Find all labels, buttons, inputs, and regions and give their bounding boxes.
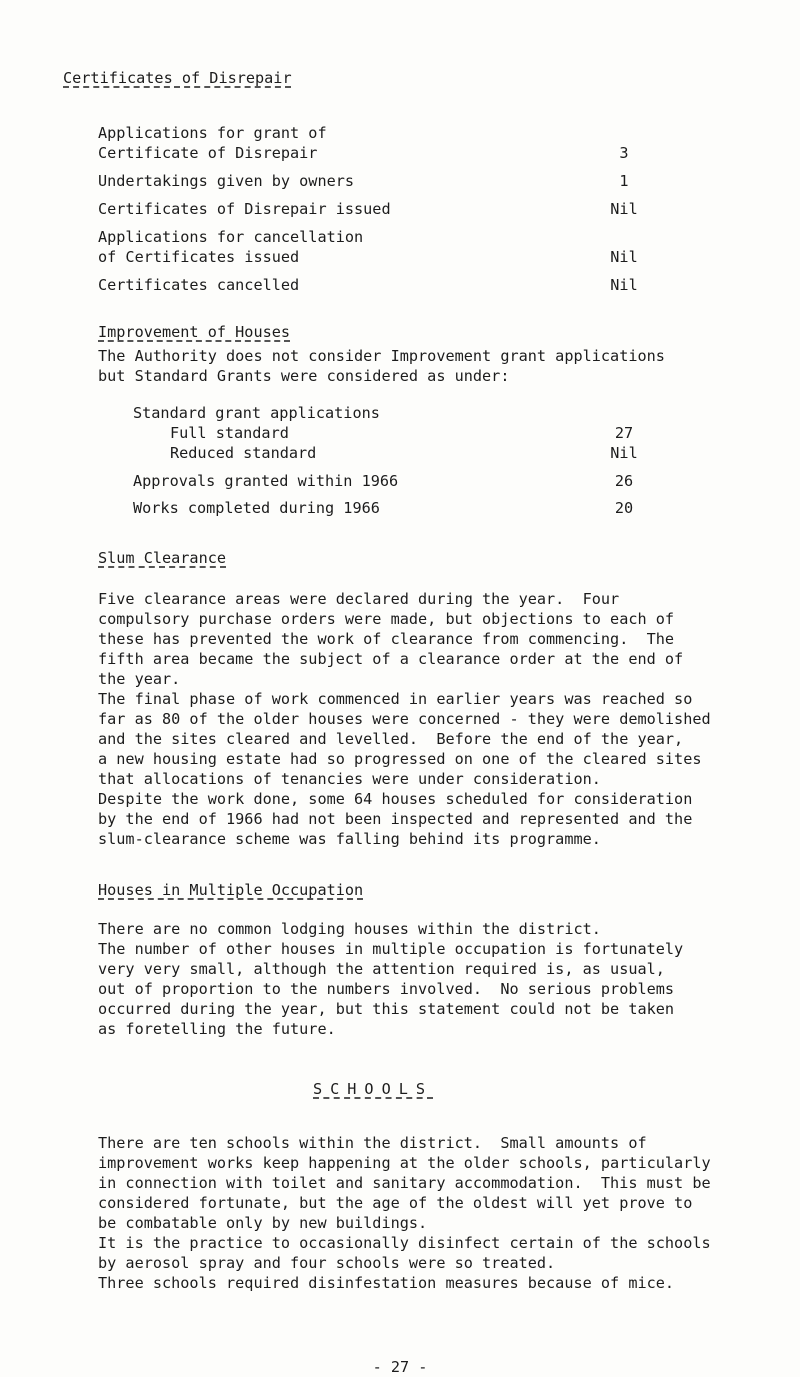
certificates-row-4-label-line-2: of Certificates issued xyxy=(98,248,300,266)
slum-line-10: that allocations of tenancies were under consideration. xyxy=(98,770,601,788)
slum-line-3: these has prevented the work of clearance from commencing. The xyxy=(98,630,675,648)
slum-clearance-heading: Slum Clearance xyxy=(98,549,227,567)
multiple-line-3: very very small, although the attention required is, as usual, xyxy=(98,960,665,978)
improvement-row-2-label: Reduced standard xyxy=(170,444,317,462)
certificates-row-4-value: Nil xyxy=(610,248,638,266)
certificates-row-3-value: Nil xyxy=(610,200,638,218)
schools-line-5: be combatable only by new buildings. xyxy=(98,1214,428,1232)
slum-line-11: Despite the work done, some 64 houses scheduled for consideration xyxy=(98,790,693,808)
certificates-row-1-label-line-2: Certificate of Disrepair xyxy=(98,144,318,162)
certificates-heading: Certificates of Disrepair xyxy=(63,69,292,87)
improvement-row-1-label: Full standard xyxy=(170,424,289,442)
improvement-row-4-value: 20 xyxy=(614,499,634,517)
schools-line-4: considered fortunate, but the age of the oldest will yet prove to xyxy=(98,1194,693,1212)
slum-line-2: compulsory purchase orders were made, but objections to each of xyxy=(98,610,675,628)
schools-line-7: by aerosol spray and four schools were so treated. xyxy=(98,1254,556,1272)
schools-line-3: in connection with toilet and sanitary accommodation. This must be xyxy=(98,1174,711,1192)
schools-heading: SCHOOLS xyxy=(313,1080,434,1098)
multiple-line-5: occurred during the year, but this statement could not be taken xyxy=(98,1000,675,1018)
schools-line-8: Three schools required disinfestation measures because of mice. xyxy=(98,1274,675,1292)
page-number: - 27 - xyxy=(372,1358,428,1376)
multiple-line-4: out of proportion to the numbers involved. No serious problems xyxy=(98,980,675,998)
slum-line-12: by the end of 1966 had not been inspected and represented and the xyxy=(98,810,693,828)
slum-line-5: the year. xyxy=(98,670,181,688)
improvement-row-3-value: 26 xyxy=(614,472,634,490)
improvement-row-1-value: 27 xyxy=(614,424,634,442)
slum-line-7: far as 80 of the older houses were concerned - they were demolished xyxy=(98,710,711,728)
certificates-row-1-value: 3 xyxy=(619,144,629,162)
certificates-row-2-value: 1 xyxy=(619,172,629,190)
multiple-occupation-heading: Houses in Multiple Occupation xyxy=(98,881,364,899)
slum-line-4: fifth area became the subject of a clearance order at the end of xyxy=(98,650,684,668)
certificates-row-1-label-line-1: Applications for grant of xyxy=(98,124,327,142)
certificates-row-5-value: Nil xyxy=(610,276,638,294)
schools-paragraph xyxy=(98,1133,788,1293)
improvement-heading: Improvement of Houses xyxy=(98,323,291,341)
improvement-row-3-label: Approvals granted within 1966 xyxy=(133,472,399,490)
slum-line-1: Five clearance areas were declared during the year. Four xyxy=(98,590,620,608)
multiple-line-6: as foretelling the future. xyxy=(98,1020,336,1038)
improvement-intro-line-1: The Authority does not consider Improvement grant applications xyxy=(98,347,665,365)
multiple-line-1: There are no common lodging houses within the district. xyxy=(98,920,601,938)
schools-line-1: There are ten schools within the district. Small amounts of xyxy=(98,1134,647,1152)
slum-line-13: slum-clearance scheme was falling behind its programme. xyxy=(98,830,601,848)
multiple-line-2: The number of other houses in multiple occupation is fortunately xyxy=(98,940,684,958)
schools-line-6: It is the practice to occasionally disinfect certain of the schools xyxy=(98,1234,711,1252)
slum-line-9: a new housing estate had so progressed on one of the cleared sites xyxy=(98,750,702,768)
improvement-subheading: Standard grant applications xyxy=(133,404,380,422)
certificates-row-2-label: Undertakings given by owners xyxy=(98,172,355,190)
slum-clearance-paragraph xyxy=(98,589,788,849)
certificates-row-5-label: Certificates cancelled xyxy=(98,276,300,294)
slum-line-6: The final phase of work commenced in earlier years was reached so xyxy=(98,690,693,708)
certificates-row-4-label-line-1: Applications for cancellation xyxy=(98,228,364,246)
improvement-intro-line-2: but Standard Grants were considered as under: xyxy=(98,367,510,385)
improvement-row-4-label: Works completed during 1966 xyxy=(133,499,380,517)
multiple-occupation-paragraph xyxy=(98,919,788,1039)
slum-line-8: and the sites cleared and levelled. Before the end of the year, xyxy=(98,730,684,748)
improvement-row-2-value: Nil xyxy=(610,444,638,462)
schools-line-2: improvement works keep happening at the older schools, particularly xyxy=(98,1154,711,1172)
certificates-row-3-label: Certificates of Disrepair issued xyxy=(98,200,391,218)
